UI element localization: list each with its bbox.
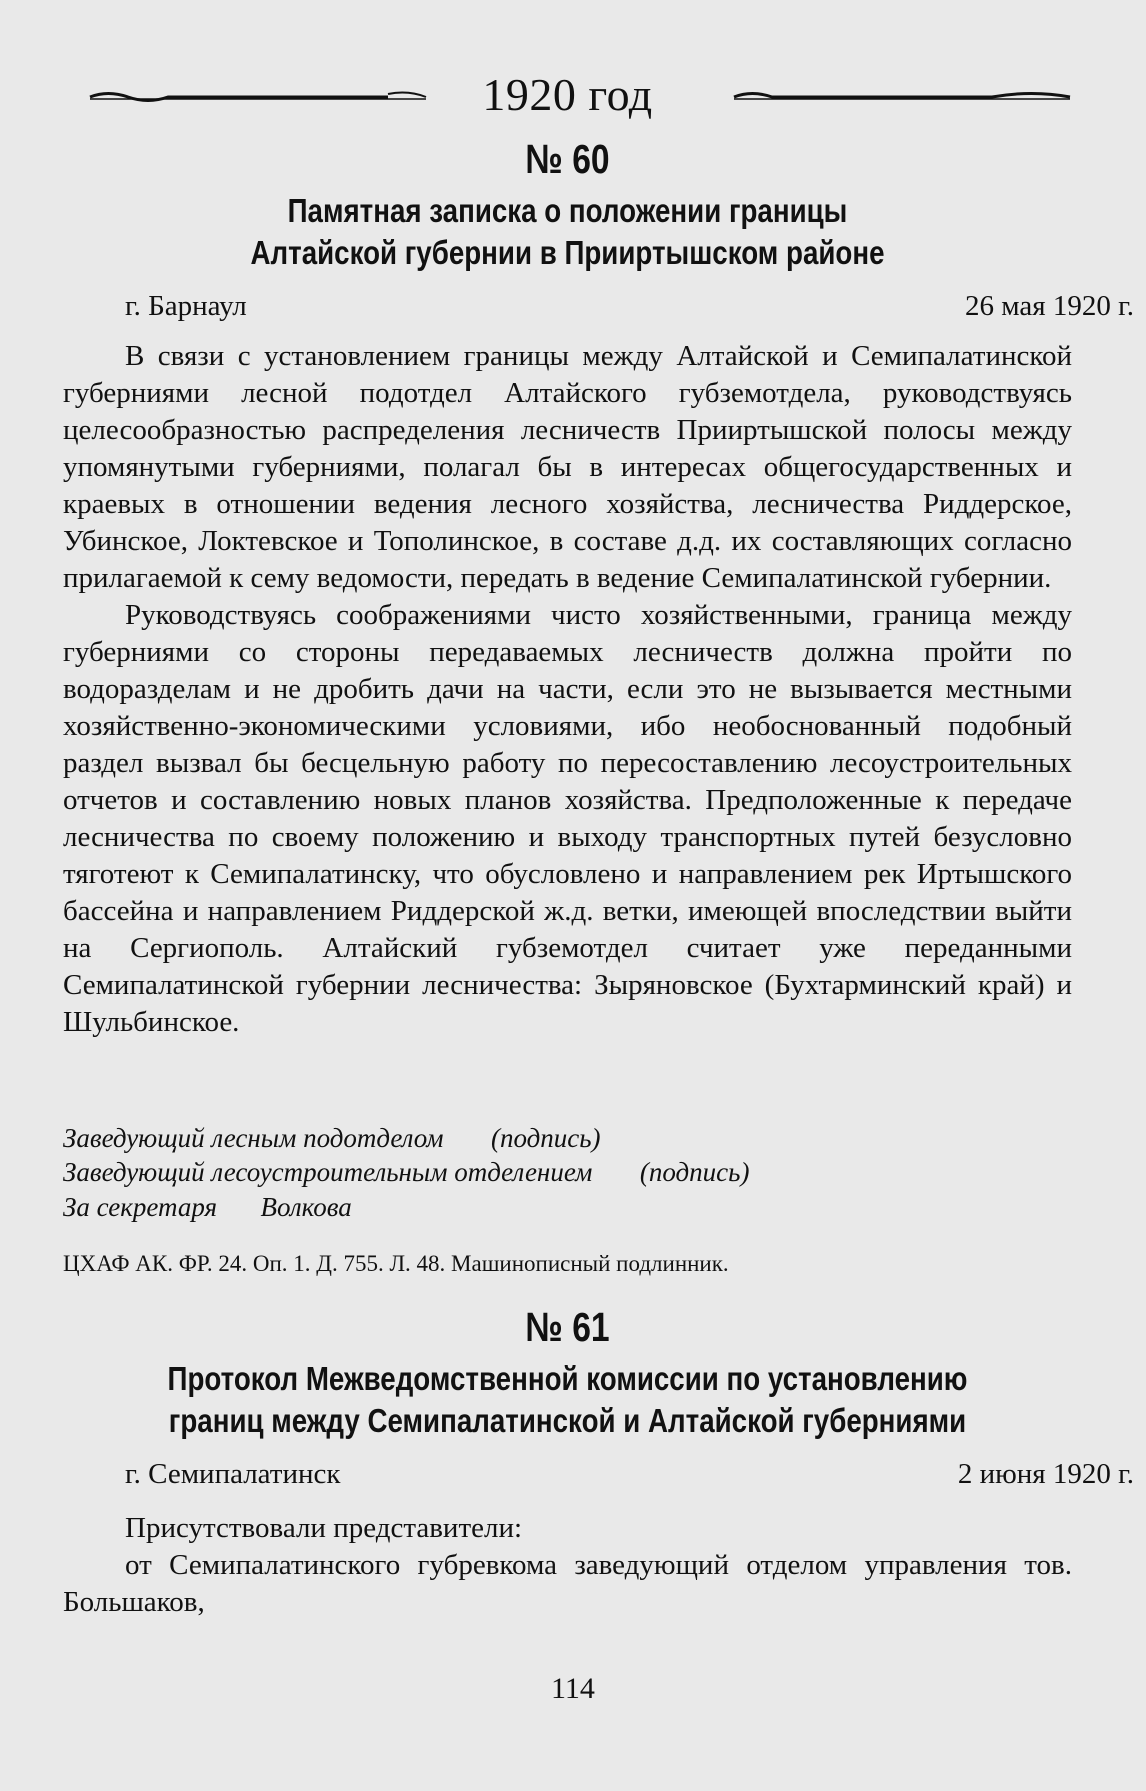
doc61-date: 2 июня 1920 г. [957, 1458, 1134, 1490]
page-header [63, 68, 1072, 128]
doc61-number: № 61 [525, 1304, 610, 1350]
doc60-date: 26 мая 1920 г. [965, 290, 1134, 322]
doc60-number: № 60 [525, 136, 610, 182]
doc60-signature2 [63, 1156, 1072, 1188]
sig3-role: За секретаря [63, 1192, 218, 1222]
doc60-place: г. Барнаул [125, 290, 247, 322]
doc60-body [63, 338, 1072, 1041]
doc61-title-line2: границ между Семипалатинской и Алтайской губерниями [168, 1402, 967, 1439]
sig1-role: Заведующий лесным подотделом [63, 1123, 444, 1153]
doc61-paragraph1: Присутствовали представители: [125, 1512, 523, 1544]
sig1-mark: (подпись) [490, 1123, 601, 1153]
doc61-paragraph2: от Семипалатинского губревкома заведующий отделом управления тов. Большаков, [63, 1549, 1072, 1618]
doc61-title-line1: Протокол Межведомственной комиссии по установлению [167, 1360, 968, 1397]
sig2-role: Заведующий лесоустроительным отделением [63, 1157, 593, 1187]
doc60-number-block [63, 136, 1072, 183]
sig2-mark: (подпись) [639, 1157, 750, 1187]
doc61-place: г. Семипалатинск [125, 1458, 341, 1490]
doc61-number-block [63, 1304, 1072, 1351]
doc60-archive-reference: ЦХАФ АК. ФР. 24. Оп. 1. Д. 755. Л. 48. Машинописный подлинник. [63, 1251, 729, 1276]
doc60-title-line1: Памятная записка о положении границы [287, 192, 848, 229]
doc61-place-date [63, 1458, 1143, 1491]
doc60-signature3 [63, 1191, 1072, 1223]
page-number: 114 [551, 1672, 595, 1705]
doc60-title-line2: Алтайской губернии в Прииртышском районе [250, 234, 885, 271]
doc61-title [63, 1358, 1072, 1442]
ornament-right-icon [732, 90, 1072, 104]
doc60-paragraph1: В связи с установлением границы между Алтайской и Семипалатинской губерниями лесной подотдел Алтайского губземотдела, руководствуясь целесообразностью распределения лесничеств Прииртышской полосы между упомянутыми губерниями, полагал бы в интересах общегосударственных и краевых в отношении ведения лесного хозяйства, лесничества Риддерское, Убинское, Локтевское и Тополинское, в составе д.д. их составляющих согласно прилагаемой к сему ведомости, передать в ведение Семипалатинской губернии. [63, 340, 1072, 594]
sig3-name: Волкова [260, 1192, 352, 1222]
doc60-paragraph2: Руководствуясь соображениями чисто хозяйственными, граница между губерниями со стороны передаваемых лесничеств должна пройти по водоразделам и не дробить дачи на части, если это не вызывается местными хозяйственно-экономическими условиями, ибо необоснованный подобный раздел вызвал бы бесцельную работу по пересоставлению лесоустроительных отчетов и составлению новых планов хозяйства. Предположенные к передаче лесничества по своему положению и выходу транспортных путей безусловно тяготеют к Семипалатинску, что обусловлено и направлением рек Иртышского бассейна и направлением Риддерской ж.д. ветки, имеющей впоследствии выйти на Сергиополь. Алтайский губземотдел считает уже переданными Семипалатинской губернии лесничества: Зыряновское (Бухтарминский край) и Шульбинское. [63, 599, 1072, 1038]
doc60-place-date [63, 290, 1143, 323]
doc61-body [63, 1510, 1072, 1621]
doc60-title [63, 190, 1072, 274]
year-heading: 1920 год [482, 69, 653, 120]
doc60-signature1 [63, 1122, 1072, 1154]
